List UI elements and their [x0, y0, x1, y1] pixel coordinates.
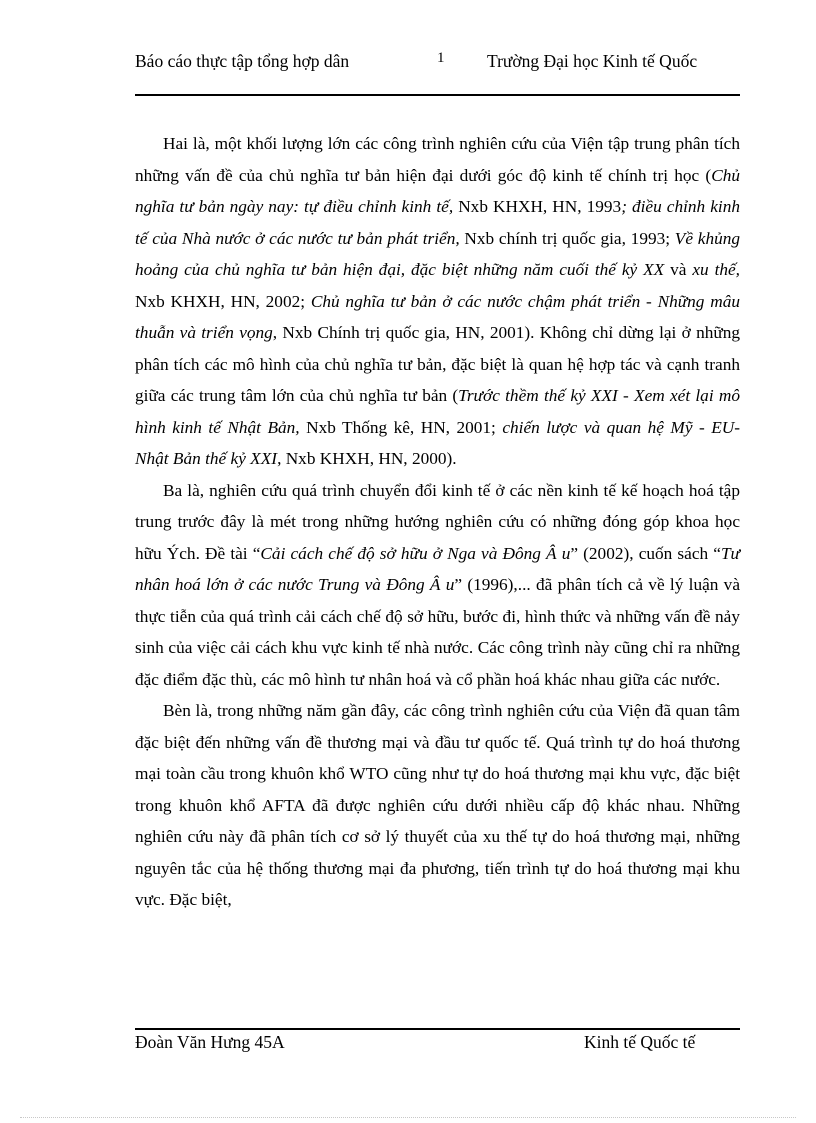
footer-rule [135, 1028, 740, 1030]
body-paragraph [135, 475, 740, 696]
text-run: ” (1996),... đã phân tích cả về lý luận và thực tiễn của quá trình cải cách chế độ sở hữu, bước đi, hình thức và những vấn đề nảy sinh của việc cải cách khu vực kinh tế nhà nước. Các công trình này cũng chỉ ra những đặc điểm đặc thù, các mô hình tư nhân hoá và cổ phần hoá khác nhau giữa các nước. [135, 575, 740, 689]
text-run: , Nxb Chính trị quốc gia, HN, 2001). Không chỉ dừng lại ở những phân tích các mô hình của chủ nghĩa tư bản, đặc biệt là quan hệ hợp tác và cạnh tranh giữa các trung tâm lớn của chủ nghĩa tư bản ( [135, 323, 741, 405]
text-run: Hai là, một khối lượng lớn các công trình nghiên cứu của Viện tập trung phân tích những vấn đề của chủ nghĩa tư bản hiện đại dưới góc độ kinh tế chính trị học ( [135, 134, 740, 185]
italic-citation: xu thế, [692, 260, 741, 279]
text-run: Nxb KHXH, HN, 1993 [453, 197, 622, 216]
italic-citation: Chủ nghĩa tư bản ở các nước chậm phát triển - Những mâu thuẫn và triển vọng [135, 291, 740, 342]
text-run: và [664, 260, 693, 279]
italic-citation: ; điều chỉnh kinh tế của Nhà nước ở các nước tư bản phát triển, [135, 197, 740, 248]
text-run: ” (2002), cuốn sách “ [570, 543, 721, 563]
body-paragraph [135, 128, 740, 475]
text-run: Bèn là, trong những năm gần đây, các công trình nghiên cứu của Viện đã quan tâm đặc biệt đến những vấn đề thương mại và đầu tư quốc tế. Quá trình tự do hoá thương mại toàn cầu trong khuôn khổ WTO cũng như tự do hoá thương mại khu vực, đặc biệt trong khuôn khổ AFTA đã được nghiên cứu dưới nhiều cấp độ khác nhau. Những nghiên cứu này đã phân tích cơ sở lý thuyết của xu thế tự do hoá thương mại, những nguyên tắc của hệ thống thương mại đa phương, tiến trình tự do hoá thương mại khu vực. Đặc biệt, [135, 701, 740, 909]
document-body [135, 128, 740, 916]
text-run: , Nxb KHXH, HN, 2000). [277, 449, 457, 468]
header-university: Trường Đại học Kinh tế Quốc [487, 51, 698, 71]
italic-citation: chiến lược và quan hệ Mỹ - EU- Nhật Bản thế kỷ XXI [135, 417, 740, 468]
page-header [135, 50, 740, 96]
italic-citation: Tư nhân hoá lớn ở các nước Trung và Đông Â u [135, 543, 740, 594]
text-run: Nxb chính trị quốc gia, 1993; [459, 228, 675, 248]
italic-citation: Chủ nghĩa tư bản ngày nay: tự điều chỉnh kinh tế, [135, 165, 740, 216]
page-edge-dots [20, 1117, 796, 1118]
footer-author: Đoàn Văn Hưng 45A [135, 1032, 285, 1052]
text-run: Nxb KHXH, HN, 2002; [135, 291, 311, 311]
text-run: Ba là, nghiên cứu quá trình chuyển đổi kinh tế ở các nền kinh tế kế hoạch hoá tập trung trước đây là mét trong những hướng nghiên cứu có những đóng góp khoa học hữu Ých. Đề tài “ [135, 480, 740, 563]
page-number: 1 [437, 50, 445, 66]
footer-major: Kinh tế Quốc tế [584, 1032, 696, 1052]
italic-citation: Cải cách chế độ sở hữu ở Nga và Đông Â u [260, 543, 571, 563]
italic-citation: Về khủng hoảng của chủ nghĩa tư bản hiện đại, đặc biệt những năm cuối thế kỷ XX [135, 228, 741, 279]
header-report-title: Báo cáo thực tập tổng hợp dân [135, 51, 350, 71]
text-run: Nxb Thống kê, HN, 2001; [299, 417, 503, 437]
italic-citation: Trước thềm thế kỷ XXI - Xem xét lại mô hình kinh tế Nhật Bản, [135, 386, 740, 437]
body-paragraph [135, 695, 740, 916]
header-rule [135, 94, 740, 96]
